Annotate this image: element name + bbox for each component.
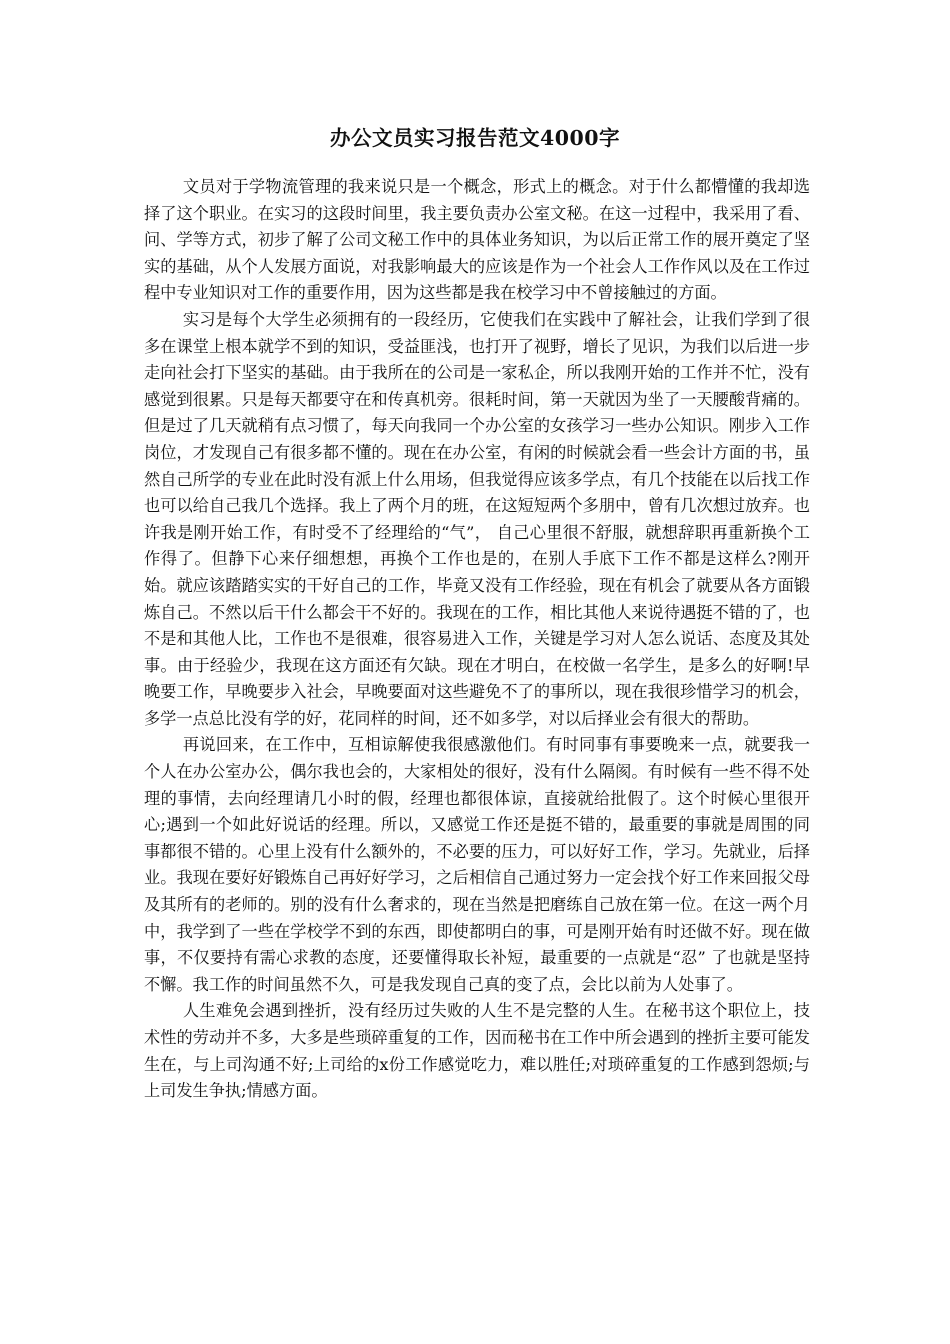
document-title: 办公文员实习报告范文4000字 <box>329 126 621 150</box>
paragraph: 文员对于学物流管理的我来说只是一个概念，形式上的概念。对于什么都懵懂的我却选择了这个职业。在实习的这段时间里，我主要负责办公室文秘。在这一过程中，我采用了看、问、学等方式，初步了解了公司文秘工作中的具体业务知识，为以后正常工作的展开奠定了坚实的基础，从个人发展方面说，对我影响最大的应该是作为一个社会人工作作风以及在工作过程中专业知识对工作的重要作用，因为这些都是我在校学习中不曾接触过的方面。 <box>144 177 810 303</box>
document-body <box>144 174 810 1105</box>
paragraph: 人生难免会遇到挫折，没有经历过失败的人生不是完整的人生。在秘书这个职位上，技术性的劳动并不多，大多是些琐碎重复的工作，因而秘书在工作中所会遇到的挫折主要可能发生在，与上司沟通不好;上司给的x份工作感觉吃力，难以胜任;对琐碎重复的工作感到怨烦;与上司发生争执;情感方面。 <box>144 1001 810 1101</box>
paragraph: 再说回来，在工作中，互相谅解使我很感激他们。有时同事有事要晚来一点，就要我一个人在办公室办公，偶尔我也会的，大家相处的很好，没有什么隔阂。有时候有一些不得不处理的事情，去向经理请几小时的假，经理也都很体谅，直接就给批假了。这个时候心里很开心;遇到一个如此好说话的经理。所以，又感觉工作还是挺不错的，最重要的事就是周围的同事都很不错的。心里上没有什么额外的，不必要的压力，可以好好工作，学习。先就业，后择业。我现在要好好锻炼自己再好好学习，之后相信自己通过努力一定会找个好工作来回报父母及其所有的老师的。别的没有什么奢求的，现在当然是把磨练自己放在第一位。在这一两个月中，我学到了一些在学校学不到的东西，即使都明白的事，可是刚开始有时还做不好。现在做事，不仅要持有需心求教的态度，还要懂得取长补短，最重要的一点就是“忍” 了也就是坚持不懈。我工作的时间虽然不久，可是我发现自己真的变了点，会比以前为人处事了。 <box>144 735 810 994</box>
paragraph: 实习是每个大学生必须拥有的一段经历，它使我们在实践中了解社会，让我们学到了很多在课堂上根本就学不到的知识，受益匪浅，也打开了视野，增长了见识，为我们以后进一步走向社会打下坚实的基础。由于我所在的公司是一家私企，所以我刚开始的工作并不忙，没有感觉到很累。只是每天都要守在和传真机旁。很耗时间，第一天就因为坐了一天腰酸背痛的。但是过了几天就稍有点习惯了，每天向我同一个办公室的女孩学习一些办公知识。刚步入工作岗位，才发现自己有很多都不懂的。现在在办公室，有闲的时候就会看一些会计方面的书，虽然自己所学的专业在此时没有派上什么用场，但我觉得应该多学点，有几个技能在以后找工作也可以给自己我几个选择。我上了两个月的班，在这短短两个多朋中，曾有几次想过放弃。也许我是刚开始工作，有时受不了经理给的“气”， 自己心里很不舒服，就想辞职再重新换个工作得了。但静下心来仔细想想，再换个工作也是的，在别人手底下工作不都是这样么?刚开始。就应该踏踏实实的干好自己的工作，毕竟又没有工作经验，现在有机会了就要从各方面锻炼自己。不然以后干什么都会干不好的。我现在的工作，相比其他人来说待遇挺不错的了，也不是和其他人比，工作也不是很难，很容易进入工作，关键是学习对人怎么说话、态度及其处事。由于经验少，我现在这方面还有欠缺。现在才明白，在校做一名学生，是多么的好啊!早晚要工作，早晚要步入社会，早晚要面对这些避免不了的事所以，现在我很珍惜学习的机会，多学一点总比没有学的好，花同样的时间，还不如多学，对以后择业会有很大的帮助。 <box>144 309 810 728</box>
